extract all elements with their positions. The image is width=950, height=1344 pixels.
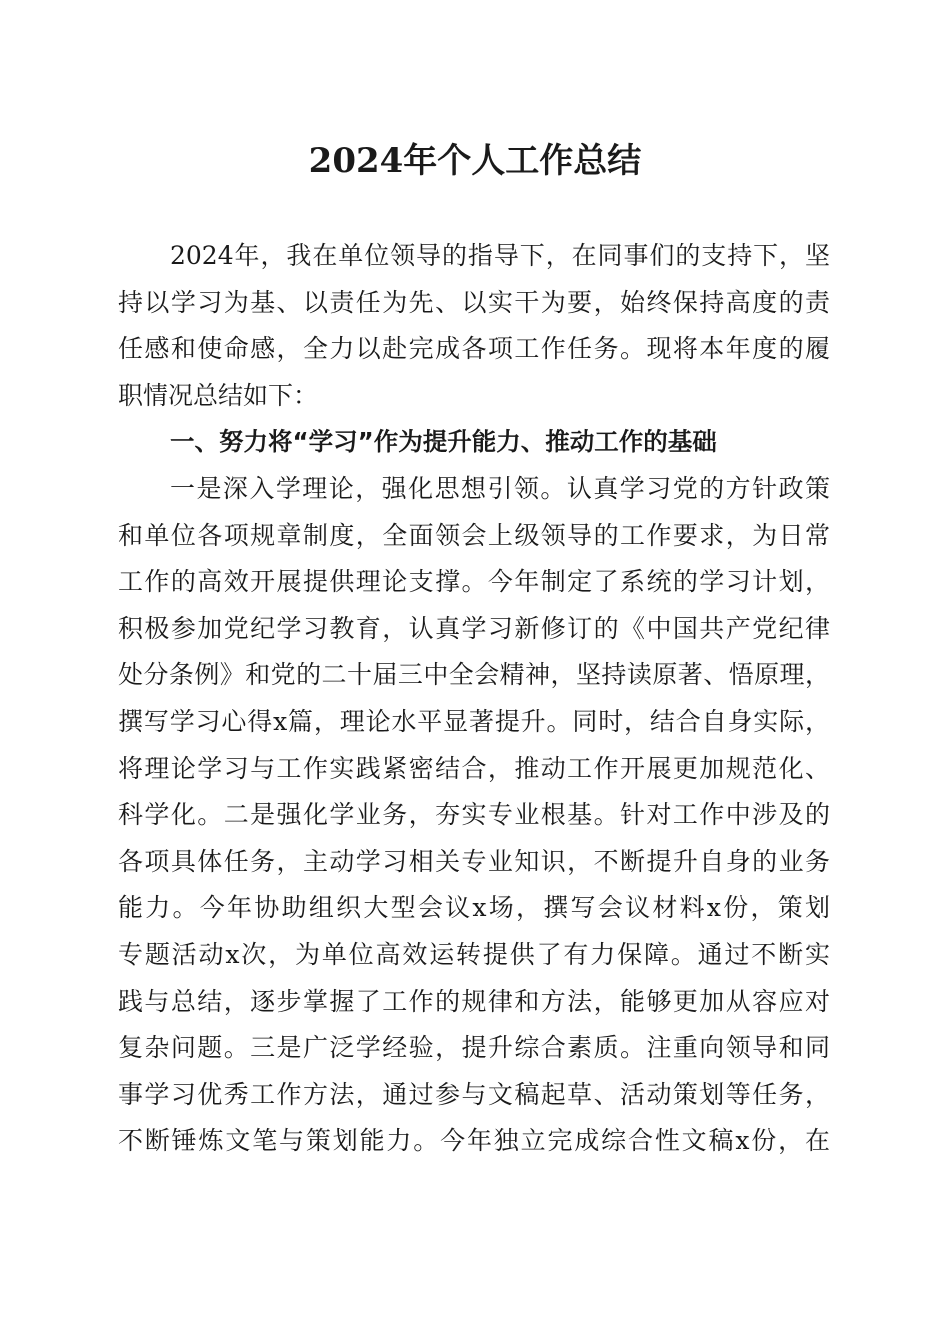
paragraph-line: 复杂问题。三是广泛学经验，提升综合素质。注重向领导和同 <box>118 1033 830 1063</box>
paragraph-line: 处分条例》和党的二十届三中全会精神，坚持读原著、悟原理， <box>118 660 830 690</box>
paragraph-line: 任感和使命感，全力以赴完成各项工作任务。现将本年度的履 <box>118 334 830 364</box>
paragraph-line: 撰写学习心得x篇，理论水平显著提升。同时，结合自身实际， <box>118 706 830 736</box>
document-body <box>118 233 830 1165</box>
paragraph-line: 能力。今年协助组织大型会议x场，撰写会议材料x份，策划 <box>118 893 830 923</box>
paragraph-line: 事学习优秀工作方法，通过参与文稿起草、活动策划等任务， <box>118 1079 830 1109</box>
paragraph-line: 各项具体任务，主动学习相关专业知识，不断提升自身的业务 <box>118 846 830 876</box>
paragraph-line: 2024年，我在单位领导的指导下，在同事们的支持下，坚 <box>170 241 830 270</box>
paragraph-line: 科学化。二是强化学业务，夯实专业根基。针对工作中涉及的 <box>118 800 830 830</box>
section-heading: 一、努力将“学习”作为提升能力、推动工作的基础 <box>170 427 717 457</box>
paragraph-line: 专题活动x次，为单位高效运转提供了有力保障。通过不断实 <box>118 939 830 969</box>
document-title: 2024年个人工作总结 <box>308 141 642 181</box>
paragraph-line: 和单位各项规章制度，全面领会上级领导的工作要求，为日常 <box>118 520 830 550</box>
paragraph-line: 践与总结，逐步掌握了工作的规律和方法，能够更加从容应对 <box>118 986 830 1016</box>
paragraph-line: 职情况总结如下： <box>118 380 319 410</box>
paragraph-line: 将理论学习与工作实践紧密结合，推动工作开展更加规范化、 <box>118 753 830 783</box>
paragraph-line: 不断锤炼文笔与策划能力。今年独立完成综合性文稿x份，在 <box>118 1126 830 1156</box>
paragraph-line: 工作的高效开展提供理论支撑。今年制定了系统的学习计划， <box>118 567 830 597</box>
paragraph-line: 积极参加党纪学习教育，认真学习新修订的《中国共产党纪律 <box>118 613 830 643</box>
paragraph-line: 一是深入学理论，强化思想引领。认真学习党的方针政策 <box>170 473 830 503</box>
paragraph-line: 持以学习为基、以责任为先、以实干为要，始终保持高度的责 <box>118 287 830 317</box>
